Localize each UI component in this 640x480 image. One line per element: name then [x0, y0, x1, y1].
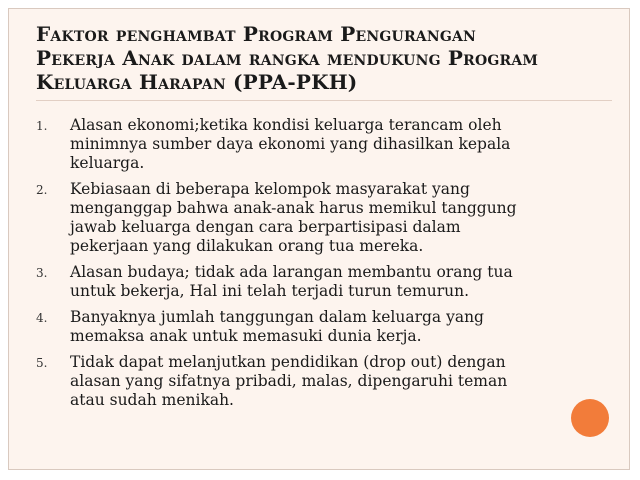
list-item-line: pekerjaan yang dilakukan orang tua mereka.: [70, 237, 424, 255]
decorative-orange-circle: [571, 399, 609, 437]
title-divider: [36, 100, 612, 101]
numbered-list: [36, 116, 596, 417]
list-item-text: [70, 308, 596, 346]
slide-title: [36, 22, 616, 94]
list-item-line: Alasan ekonomi;ketika kondisi keluarga terancam oleh: [70, 116, 502, 134]
title-line-2: Pekerja Anak dalam rangka mendukung Program: [36, 46, 539, 70]
list-item-4: [36, 308, 596, 346]
list-item-text: [70, 353, 596, 410]
list-item-line: Kebiasaan di beberapa kelompok masyarakat yang: [70, 180, 470, 198]
list-item-3: [36, 263, 596, 301]
list-item-line: Alasan budaya; tidak ada larangan membantu orang tua: [70, 263, 513, 281]
list-item-5: [36, 353, 596, 410]
list-item-number: 5.: [36, 356, 48, 370]
list-item-line: atau sudah menikah.: [70, 391, 234, 409]
title-line-3: Keluarga Harapan (PPA-PKH): [36, 70, 358, 94]
list-item-1: [36, 116, 596, 173]
list-item-line: untuk bekerja, Hal ini telah terjadi turun temurun.: [70, 282, 470, 300]
list-item-line: minimnya sumber daya ekonomi yang dihasilkan kepala: [70, 135, 511, 153]
list-item-number: 2.: [36, 183, 48, 197]
list-item-line: Tidak dapat melanjutkan pendidikan (drop out) dengan: [70, 353, 506, 371]
list-item-number: 1.: [36, 119, 48, 133]
list-item-number: 3.: [36, 266, 48, 280]
list-item-line: jawab keluarga dengan cara berpartisipasi dalam: [70, 218, 461, 236]
list-item-line: keluarga.: [70, 154, 145, 172]
title-line-1: Faktor penghambat Program Pengurangan: [36, 22, 477, 46]
list-item-line: memaksa anak untuk memasuki dunia kerja.: [70, 327, 422, 345]
list-item-2: [36, 180, 596, 256]
list-item-line: Banyaknya jumlah tanggungan dalam keluarga yang: [70, 308, 484, 326]
list-item-line: alasan yang sifatnya pribadi, malas, dipengaruhi teman: [70, 372, 508, 390]
list-item-line: menganggap bahwa anak-anak harus memikul tanggung: [70, 199, 517, 217]
list-item-text: [70, 180, 596, 256]
list-item-text: [70, 116, 596, 173]
list-item-number: 4.: [36, 311, 48, 325]
list-item-text: [70, 263, 596, 301]
